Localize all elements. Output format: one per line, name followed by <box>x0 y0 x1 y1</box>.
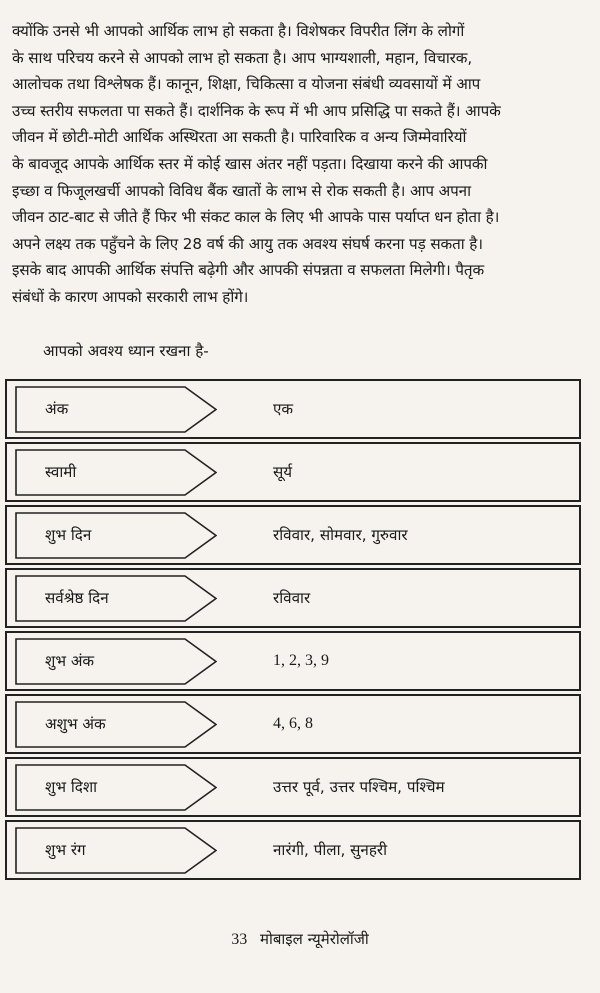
row-value: रविवार <box>273 589 311 607</box>
row-value: उत्तर पूर्व, उत्तर पश्चिम, पश्चिम <box>273 778 445 796</box>
table-row-ruler <box>5 442 581 502</box>
paragraph-line: अपने लक्ष्य तक पहुँचने के लिए 28 वर्ष की आयु तक अवश्य संघर्ष करना पड़ सकता है। <box>12 234 483 253</box>
row-value: नारंगी, पीला, सुनहरी <box>273 841 388 859</box>
row-value: 4, 6, 8 <box>273 715 313 732</box>
paragraph-line: के साथ परिचय करने से आपको लाभ हो सकता है। आप भाग्यशाली, महान, विचारक, <box>12 48 473 67</box>
page-footer <box>0 929 600 949</box>
table-row-number <box>5 379 581 439</box>
table-row-lucky-numbers <box>5 631 581 691</box>
paragraph-line: जीवन ठाट-बाट से जीते हैं फिर भी संकट काल के लिए भी आपके पास पर्याप्त धन होता है। <box>12 208 500 227</box>
body-paragraph <box>12 18 588 311</box>
row-label: शुभ दिन <box>45 526 92 544</box>
paragraph-line: संबंधों के कारण आपको सरकारी लाभ होंगे। <box>12 287 249 306</box>
paragraph-line: जीवन में छोटी-मोटी आर्थिक अस्थिरता आ सकती है। पारिवारिक व अन्य जिम्मेवारियों <box>12 128 467 147</box>
table-row-unlucky-numbers <box>5 694 581 754</box>
table-row-lucky-colors <box>5 820 581 880</box>
row-label: अंक <box>45 400 69 418</box>
table-row-lucky-direction <box>5 757 581 817</box>
row-value: एक <box>273 400 294 418</box>
attention-note: आपको अवश्य ध्यान रखना है- <box>43 342 209 360</box>
paragraph-line: आलोचक तथा विश्लेषक हैं। कानून, शिक्षा, चिकित्सा व योजना संबंधी व्यवसायों में आप <box>12 75 481 94</box>
paragraph-line: के बावजूद आपके आर्थिक स्तर में कोई खास अंतर नहीं पड़ता। दिखाया करने की आपकी <box>12 154 488 173</box>
row-label: शुभ अंक <box>45 652 95 670</box>
page-number: 33 <box>231 931 248 948</box>
book-title: मोबाइल न्यूमेरोलॉजी <box>259 930 369 948</box>
row-label: सर्वश्रेष्ठ दिन <box>45 589 109 607</box>
row-value: सूर्य <box>273 463 293 481</box>
row-value: 1, 2, 3, 9 <box>273 652 329 669</box>
paragraph-line: इसके बाद आपकी आर्थिक संपत्ति बढ़ेगी और आपकी संपन्नता व सफलता मिलेगी। पैतृक <box>12 261 485 280</box>
table-row-best-day <box>5 568 581 628</box>
row-label: शुभ रंग <box>45 841 86 859</box>
row-label: अशुभ अंक <box>45 715 106 733</box>
paragraph-line: इच्छा व फिजूलखर्ची आपको विविध बैंक खातों के लाभ से रोक सकती है। आप अपना <box>12 181 471 200</box>
row-value: रविवार, सोमवार, गुरुवार <box>273 526 408 544</box>
table-row-lucky-days <box>5 505 581 565</box>
paragraph-line: क्योंकि उनसे भी आपको आर्थिक लाभ हो सकता है। विशेषकर विपरीत लिंग के लोगों <box>12 22 465 40</box>
row-label: स्वामी <box>45 463 77 481</box>
numerology-table <box>5 379 581 880</box>
paragraph-line: उच्च स्तरीय सफलता पा सकते हैं। दार्शनिक के रूप में भी आप प्रसिद्धि पा सकते हैं। आपके <box>12 101 501 120</box>
row-label: शुभ दिशा <box>45 778 98 796</box>
